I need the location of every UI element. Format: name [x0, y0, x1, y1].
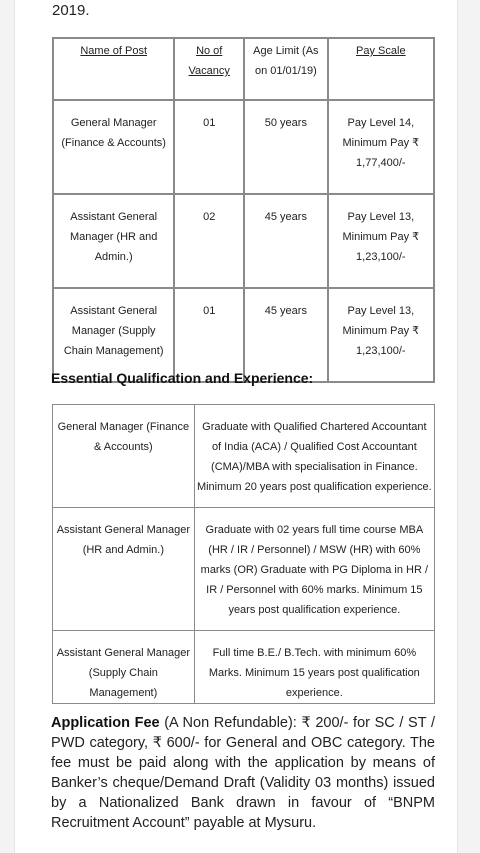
qualification-details-cell: Graduate with 02 years full time course MBA (HR / IR / Personnel) / MSW (HR) with 60% marks (OR) Graduate with PG Diploma in HR / IR / Personnel with 60% marks. Minimum 15 years post qualification experience. — [194, 508, 434, 631]
qualification-table — [52, 404, 435, 704]
pay-scale-cell: Pay Level 14, Minimum Pay ₹ 1,77,400/- — [328, 100, 434, 194]
qualification-details-cell: Full time B.E./ B.Tech. with minimum 60% Marks. Minimum 15 years post qualification experience. — [194, 631, 434, 704]
intro-text-tail: 2019. — [52, 2, 90, 19]
age-limit-cell: 45 years — [244, 288, 328, 382]
vacancy-cell: 01 — [174, 100, 244, 194]
post-name-cell: General Manager (Finance & Accounts) — [53, 100, 174, 194]
posts-table — [52, 37, 435, 383]
header-pay-scale: Pay Scale — [328, 38, 434, 100]
post-name-cell: Assistant General Manager (HR and Admin.) — [53, 194, 174, 288]
qualification-details-cell: Graduate with Qualified Chartered Accountant of India (ACA) / Qualified Cost Accountant (CMA)/MBA with specialisation in Finance. Minimum 20 years post qualification experience. — [194, 405, 434, 508]
vacancy-cell: 02 — [174, 194, 244, 288]
posts-table-header-row — [53, 38, 434, 100]
qualification-post-cell: General Manager (Finance & Accounts) — [53, 405, 195, 508]
application-fee-text: (A Non Refundable): ₹ 200/- for SC / ST / PWD category, ₹ 600/- for General and OBC category. The fee must be paid along with the application by means of Banker’s cheque/Demand Draft (Validity 03 months) issued by a Nationalized Bank drawn in favour of “BNPM Recruitment Account” payable at Mysuru. — [51, 715, 435, 831]
table-row — [53, 194, 434, 288]
application-fee-label: Application Fee — [51, 715, 160, 731]
application-fee-paragraph — [51, 713, 435, 833]
age-limit-cell: 50 years — [244, 100, 328, 194]
pay-scale-cell: Pay Level 13, Minimum Pay ₹ 1,23,100/- — [328, 194, 434, 288]
table-row — [53, 508, 435, 631]
post-name-cell: Assistant General Manager (Supply Chain Management) — [53, 288, 174, 382]
qualification-post-cell: Assistant General Manager (HR and Admin.) — [53, 508, 195, 631]
pay-scale-cell: Pay Level 13, Minimum Pay ₹ 1,23,100/- — [328, 288, 434, 382]
table-row — [53, 288, 434, 382]
header-age-limit: Age Limit (As on 01/01/19) — [244, 38, 328, 100]
qualification-heading: Essential Qualification and Experience: — [51, 370, 314, 386]
table-row — [53, 631, 435, 704]
table-row — [53, 405, 435, 508]
table-row — [53, 100, 434, 194]
qualification-post-cell: Assistant General Manager (Supply Chain Management) — [53, 631, 195, 704]
header-no-of-vacancy: No of Vacancy — [174, 38, 244, 100]
header-name-of-post: Name of Post — [53, 38, 174, 100]
age-limit-cell: 45 years — [244, 194, 328, 288]
vacancy-cell: 01 — [174, 288, 244, 382]
cut-off-next-line — [51, 846, 211, 853]
